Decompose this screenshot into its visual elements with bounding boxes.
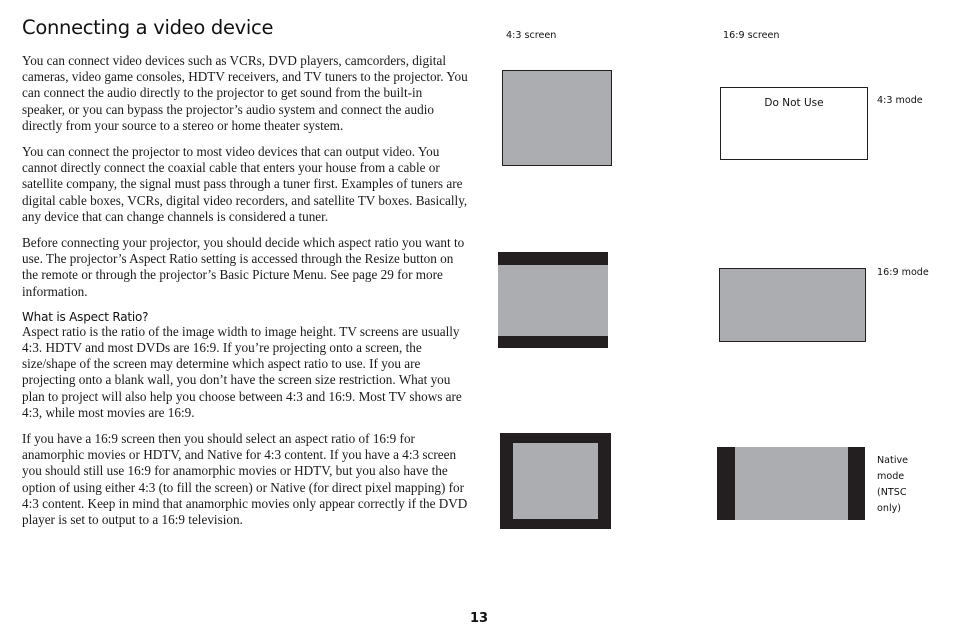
screen-16-9-mode-16-9 (719, 268, 866, 342)
aspect-paragraph-1: Aspect ratio is the ratio of the image width to image height. TV screens are usually 4:3. HDTV and most DVDs are 16:9. If you’re projecting onto a screen, the size/shape of the screen may determine which aspect ratio to use. If you are projecting onto a blank wall, you don’t have the screen size restriction. What you plan to project will also help you choose between 4:3 and 16:9. Most TV shows are 4:3, while most movies are 16:9. (22, 323, 462, 420)
screen-4-3-mode-16-9 (498, 252, 608, 348)
native-image-16-9 (735, 447, 848, 520)
intro-paragraph-3: Before connecting your projector, you should decide which aspect ratio you want to use. The projector’s Aspect Ratio setting is accessed through the Resize button on the remote or through the projector’s Basic Picture Menu. See page 29 for more information. (22, 235, 465, 299)
main-text-column (22, 16, 468, 538)
mode-label-native: Native mode (NTSC only) (877, 455, 909, 514)
aspect-paragraph-2: If you have a 16:9 screen then you should select an aspect ratio of 16:9 for anamorphic movies or HDTV, and Native for 4:3 content. If you have a 4:3 screen you should still use 16:9 for anamorphic movies or HDTV, but you also have the option of using either 4:3 (to fill the screen) or Native (for direct pixel mapping) for 4:3 content. Keep in mind that anamorphic movies only appear correctly if the DVD player is set to output to a 16:9 television. (22, 431, 468, 528)
letterbox-image (498, 265, 608, 336)
page-title: Connecting a video device (22, 16, 274, 39)
screen-16-9-mode-4-3 (720, 87, 868, 160)
do-not-use-label: Do Not Use (764, 97, 824, 109)
screen-16-9-mode-native (717, 447, 865, 520)
screen-4-3-mode-native (500, 433, 611, 529)
screen-4-3-mode-4-3 (502, 70, 612, 166)
native-image-4-3 (513, 443, 598, 519)
col-header-16-9-screen: 16:9 screen (723, 30, 780, 41)
page-number: 13 (470, 611, 489, 626)
intro-paragraph-1: You can connect video devices such as VCRs, DVD players, camcorders, digital cameras, video game consoles, HDTV receivers, and TV tuners to the projector. You can connect the audio directly to the projector to get sound from the built-in speaker, or you can bypass the projector’s audio system and connect the audio directly from your source to a stereo or home theater system. (22, 53, 468, 133)
col-header-4-3-screen: 4:3 screen (506, 30, 557, 41)
mode-label-16-9: 16:9 mode (877, 267, 929, 278)
mode-label-4-3: 4:3 mode (877, 95, 923, 106)
intro-paragraph-2: You can connect the projector to most video devices that can output video. You cannot directly connect the coaxial cable that enters your house from a cable or satellite company, the signal must pass through a tuner first. Examples of tuners are digital cable boxes, VCRs, digital video recorders, and satellite TV boxes. Basically, any device that can change channels is considered a tuner. (22, 144, 468, 224)
section-heading: What is Aspect Ratio? (22, 309, 149, 324)
